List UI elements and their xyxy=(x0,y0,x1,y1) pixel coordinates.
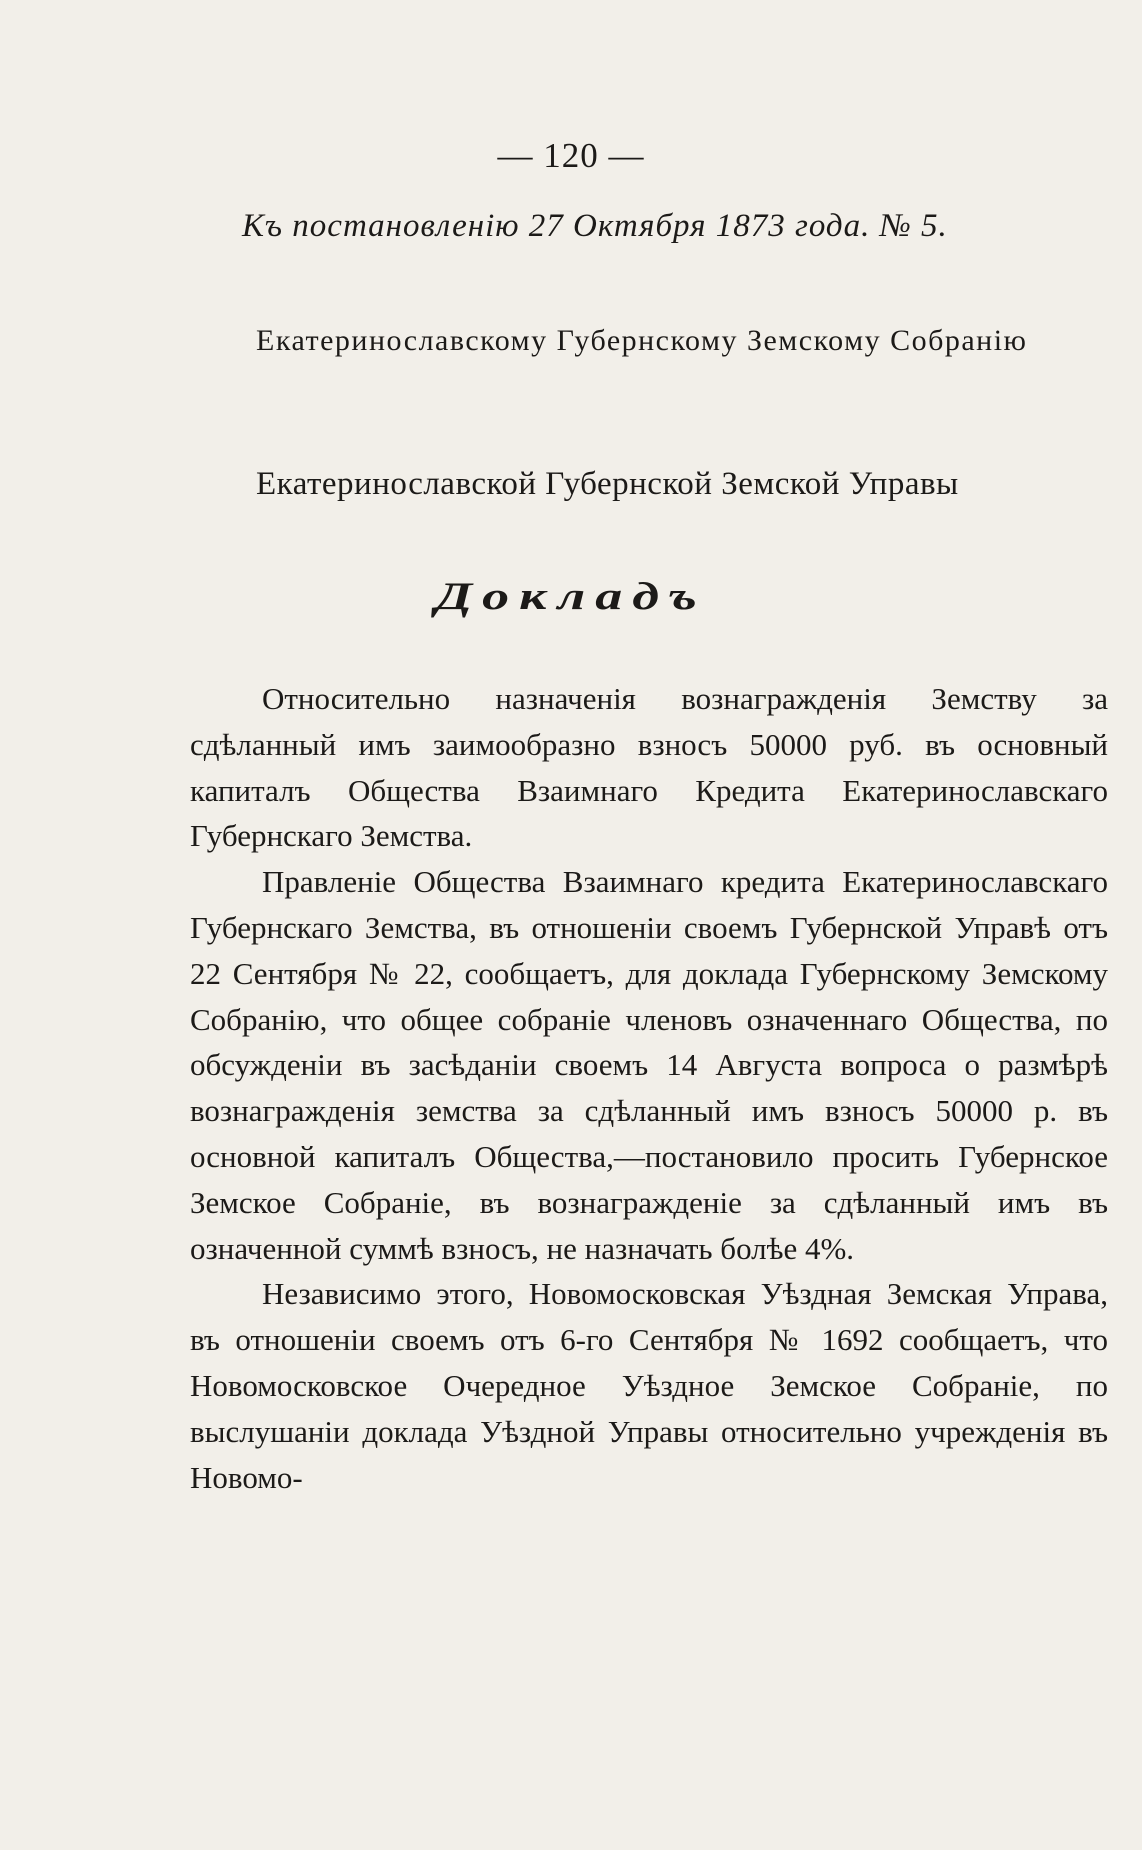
page-number: — 120 — xyxy=(497,136,645,175)
body-text xyxy=(190,676,1108,1500)
body-paragraph: Правленіе Общества Взаимнаго кредита Екатеринославскаго Губернскаго Земства, въ отношеніи своемъ Губернской Управѣ отъ 22 Сентября № 22, сообщаетъ, для доклада Губернскому Земскому Собранію, что общее собраніе членовъ означеннаго Общества, по обсужденіи въ засѣданіи своемъ 14 Августа вопроса о размѣрѣ вознагражденія земства за сдѣланный имъ взносъ 50000 р. въ основной капиталъ Общества,—постановило просить Губернское Земское Собраніе, въ вознагражденіе за сдѣланный имъ въ означенной суммѣ взносъ, не назначать болѣе 4%. xyxy=(190,864,1108,1266)
resolution-reference: Къ постановленію 27 Октября 1873 года. № 5. xyxy=(242,208,948,244)
document-title: Докладъ xyxy=(435,574,707,618)
sender-line: Екатеринославской Губернской Земской Управы xyxy=(256,466,959,502)
subject-paragraph: Относительно назначенія вознагражденія Земству за сдѣланный имъ заимообразно взносъ 50000 руб. въ основный капиталъ Общества Взаимнаго Кредита Екатеринославскаго Губернскаго Земства. xyxy=(190,681,1108,854)
addressee: Екатеринославскому Губернскому Земскому Собранію xyxy=(256,324,1028,357)
body-paragraph: Независимо этого, Новомосковская Уѣздная Земская Управа, въ отношеніи своемъ отъ 6-го Сентября № 1692 сообщаетъ, что Новомосковское Очередное Уѣздное Земское Собраніе, по выслушаніи доклада Уѣздной Управы относительно учрежденія въ Новомо- xyxy=(190,1276,1108,1495)
